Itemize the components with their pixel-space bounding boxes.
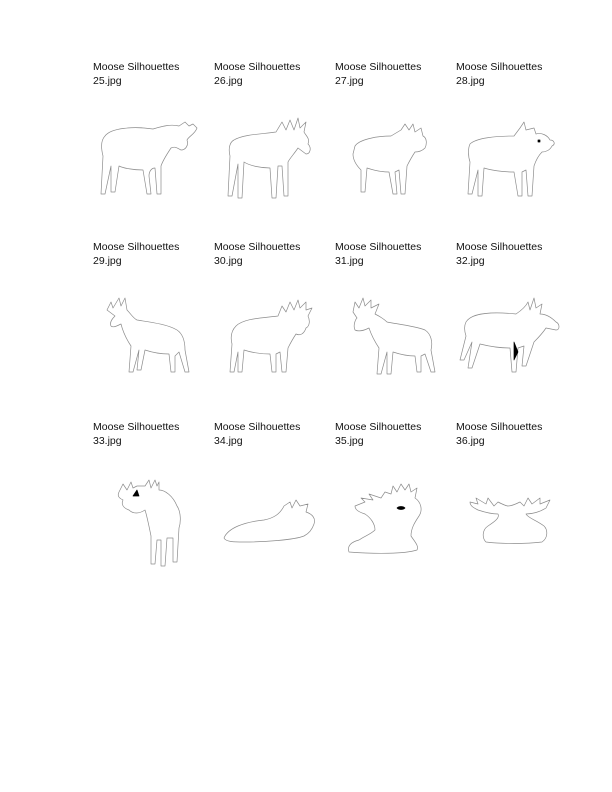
moose-standing-icon xyxy=(335,96,453,216)
caption-filename: 28.jpg xyxy=(456,75,485,87)
caption-title: Moose Silhouettes xyxy=(214,421,301,433)
thumbnail-card-30[interactable] xyxy=(214,240,332,410)
caption-filename: 35.jpg xyxy=(335,435,364,447)
caption-title: Moose Silhouettes xyxy=(214,61,301,73)
thumbnail-card-35[interactable] xyxy=(335,420,453,590)
thumbnail-card-28[interactable] xyxy=(456,60,574,230)
moose-standing-icon xyxy=(335,276,453,396)
caption-title: Moose Silhouettes xyxy=(93,61,180,73)
thumbnail-caption xyxy=(456,420,574,448)
thumbnail-caption xyxy=(335,240,453,268)
thumbnail-caption xyxy=(335,60,453,88)
thumbnail-caption xyxy=(93,420,211,448)
caption-title: Moose Silhouettes xyxy=(456,421,543,433)
caption-filename: 25.jpg xyxy=(93,75,122,87)
moose-lying-front-icon xyxy=(456,456,574,576)
caption-filename: 27.jpg xyxy=(335,75,364,87)
caption-title: Moose Silhouettes xyxy=(335,421,422,433)
thumbnail-caption xyxy=(214,240,332,268)
thumbnail-card-33[interactable] xyxy=(93,420,211,590)
thumbnail-card-26[interactable] xyxy=(214,60,332,230)
caption-filename: 26.jpg xyxy=(214,75,243,87)
caption-filename: 34.jpg xyxy=(214,435,243,447)
caption-title: Moose Silhouettes xyxy=(214,241,301,253)
caption-title: Moose Silhouettes xyxy=(335,241,422,253)
thumbnail-card-32[interactable] xyxy=(456,240,574,410)
caption-title: Moose Silhouettes xyxy=(456,241,543,253)
caption-title: Moose Silhouettes xyxy=(456,61,543,73)
moose-head-icon xyxy=(335,456,453,576)
thumbnail-card-25[interactable] xyxy=(93,60,211,230)
moose-lying-icon xyxy=(214,456,332,576)
moose-walking-icon xyxy=(456,276,574,396)
moose-standing-icon xyxy=(214,276,332,396)
caption-title: Moose Silhouettes xyxy=(93,241,180,253)
caption-filename: 32.jpg xyxy=(456,255,485,267)
caption-filename: 33.jpg xyxy=(93,435,122,447)
thumbnail-caption xyxy=(214,420,332,448)
caption-title: Moose Silhouettes xyxy=(335,61,422,73)
thumbnail-card-29[interactable] xyxy=(93,240,211,410)
thumbnail-caption xyxy=(93,60,211,88)
thumbnail-card-36[interactable] xyxy=(456,420,574,590)
thumbnail-caption xyxy=(93,240,211,268)
caption-filename: 31.jpg xyxy=(335,255,364,267)
caption-filename: 29.jpg xyxy=(93,255,122,267)
thumbnail-caption xyxy=(456,60,574,88)
moose-standing-icon xyxy=(93,96,211,216)
thumbnail-caption xyxy=(214,60,332,88)
thumbnail-card-31[interactable] xyxy=(335,240,453,410)
thumbnail-card-27[interactable] xyxy=(335,60,453,230)
thumbnail-caption xyxy=(335,420,453,448)
caption-title: Moose Silhouettes xyxy=(93,421,180,433)
moose-standing-icon xyxy=(214,96,332,216)
moose-standing-icon xyxy=(93,276,211,396)
caption-filename: 36.jpg xyxy=(456,435,485,447)
caption-filename: 30.jpg xyxy=(214,255,243,267)
moose-standing-icon xyxy=(456,96,574,216)
moose-front-icon xyxy=(93,456,211,576)
thumbnail-card-34[interactable] xyxy=(214,420,332,590)
thumbnail-caption xyxy=(456,240,574,268)
